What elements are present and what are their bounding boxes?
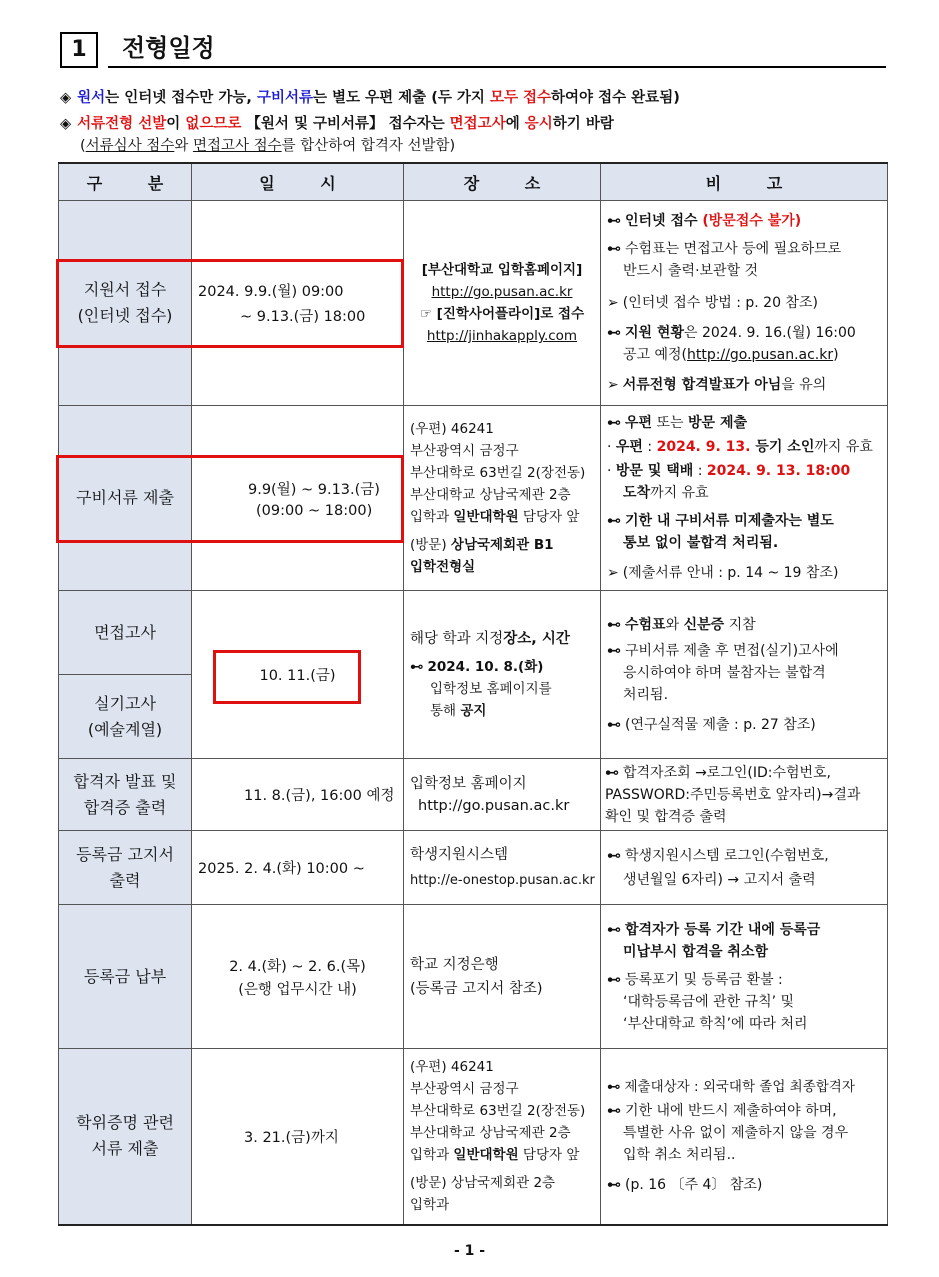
cat-result: 합격자 발표 및 합격증 출력: [59, 759, 192, 831]
remarks-payment: ⊷ 합격자가 등록 기간 내에 등록금 미납부시 합격을 취소함 ⊷ 등록포기 및 등록금 환불 : ‘대학등록금에 관한 규칙’ 및 ‘부산대학교 학칙’에 따라 처리: [601, 905, 888, 1049]
table-row: [59, 759, 888, 831]
place-interview: 해당 학과 지정장소, 시간 ⊷ 2024. 10. 8.(화) 입학정보 홈페이지를 통해 공지: [404, 591, 601, 759]
date-documents: 9.9(월) ~ 9.13.(금) (09:00 ~ 18:00): [192, 406, 404, 591]
table-row: [59, 905, 888, 1049]
table-row: [59, 591, 888, 675]
header-category: 구 분: [59, 163, 192, 201]
cat-application: 지원서 접수 (인터넷 접수): [59, 201, 192, 406]
remarks-degree: ⊷ 제출대상자 : 외국대학 졸업 최종합격자 ⊷ 기한 내에 반드시 제출하여야 하며, 특별한 사유 없이 제출하지 않을 경우 입학 취소 처리됨.. ⊷ (p. 16 〔주 4〕 참조): [601, 1049, 888, 1225]
table-row: [59, 831, 888, 905]
place-application: [부산대학교 입학홈페이지] http://go.pusan.ac.kr ☞ [진학사어플라이]로 접수 http://jinhakapply.com: [404, 201, 601, 406]
place-result: 입학정보 홈페이지 http://go.pusan.ac.kr: [404, 759, 601, 831]
remarks-application: ⊷ 인터넷 접수 (방문접수 불가) ⊷ 수험표는 면접고사 등에 필요하므로 반드시 출력·보관할 것 ➢ (인터넷 접수 방법 : p. 20 참조) ⊷ 지원 현황은 2024. 9. 16.(월) 16:00 공고 예정(http://go.pusan.ac.kr) ➢ 서류전형 합격발표가 아님을 유의: [601, 201, 888, 406]
cat-practical: 실기고사 (예술계열): [59, 675, 192, 759]
diamond-bullet-icon: ◈: [60, 90, 72, 106]
result-link[interactable]: http://go.pusan.ac.kr: [418, 797, 570, 814]
section-title: 전형일정: [122, 34, 215, 62]
remarks-result: ⊷ 합격자조회 →로그인(ID:수험번호, PASSWORD:주민등록번호 앞자리)→결과 확인 및 합격증 출력: [601, 759, 888, 831]
cat-interview: 면접고사: [59, 591, 192, 675]
cat-bill: 등록금 고지서 출력: [59, 831, 192, 905]
table-row: [59, 1049, 888, 1225]
highlight-documents: [56, 455, 404, 543]
place-degree: (우편) 46241 부산광역시 금정구 부산대학로 63번길 2(장전동) 부산대학교 상남국제관 2층 입학과 일반대학원 담당자 앞 (방문) 상남국제회관 2층 입학과: [404, 1049, 601, 1225]
onestop-link[interactable]: http://e-onestop.pusan.ac.kr: [410, 872, 595, 888]
place-documents: (우편) 46241 부산광역시 금정구 부산대학로 63번길 2(장전동) 부산대학교 상남국제관 2층 입학과 일반대학원 담당자 앞 (방문) 상남국제회관 B1 입학전형실: [404, 406, 601, 591]
header-remarks: 비 고: [601, 163, 888, 201]
remarks-interview: ⊷ 수험표와 신분증 지참 ⊷ 구비서류 제출 후 면접(실기)고사에 응시하여야 하며 불참자는 불합격 처리됨. ⊷ (연구실적물 제출 : p. 27 참조): [601, 591, 888, 759]
title-rule: [108, 66, 886, 68]
place-bill: 학생지원시스템 http://e-onestop.pusan.ac.kr: [404, 831, 601, 905]
date-payment: 2. 4.(화) ~ 2. 6.(목) (은행 업무시간 내): [192, 905, 404, 1049]
notice-link[interactable]: http://go.pusan.ac.kr: [687, 347, 834, 363]
date-interview: 10. 11.(금): [192, 591, 404, 759]
remarks-bill: ⊷ 학생지원시스템 로그인(수험번호, 생년월일 6자리) → 고지서 출력: [601, 831, 888, 905]
date-application: 2024. 9.9.(월) 09:00 ~ 9.13.(금) 18:00: [192, 201, 404, 406]
date-bill: 2025. 2. 4.(화) 10:00 ~: [192, 831, 404, 905]
note-application: ◈ 원서는 인터넷 접수만 가능, 구비서류는 별도 우편 제출 (두 가지 모두 접수하여야 접수 완료됨): [60, 90, 680, 106]
page-number: - 1 -: [453, 1243, 486, 1259]
homepage-link[interactable]: http://go.pusan.ac.kr: [431, 284, 573, 300]
date-result: 11. 8.(금), 16:00 예정: [192, 759, 404, 831]
section-header: [60, 30, 886, 70]
section-number: 1: [60, 32, 98, 68]
note-scoring: (서류심사 점수와 면접고사 점수를 합산하여 합격자 선발함): [80, 138, 456, 154]
highlight-interview-date: [213, 650, 361, 704]
cat-payment: 등록금 납부: [59, 905, 192, 1049]
highlight-application: [56, 259, 404, 348]
cat-documents: 구비서류 제출: [59, 406, 192, 591]
diamond-bullet-icon: ◈: [60, 116, 72, 132]
date-degree: 3. 21.(금)까지: [192, 1049, 404, 1225]
jinhakapply-link[interactable]: http://jinhakapply.com: [426, 328, 578, 344]
note-interview: ◈ 서류전형 선발이 없으므로 【원서 및 구비서류】 접수자는 면접고사에 응시하기 바람: [60, 116, 614, 132]
cat-degree: 학위증명 관련 서류 제출: [59, 1049, 192, 1225]
place-payment: 학교 지정은행 (등록금 고지서 참조): [404, 905, 601, 1049]
header-place: 장 소: [404, 163, 601, 201]
table-header-row: [59, 163, 888, 201]
remarks-documents: ⊷ 우편 또는 방문 제출 · 우편 : 2024. 9. 13. 등기 소인까지 유효 · 방문 및 택배 : 2024. 9. 13. 18:00 도착까지 유효 ⊷ 기한 내 구비서류 미제출자는 별도 통보 없이 불합격 처리됨. ➢ (제출서류 안내 : p. 14 ~ 19 참조): [601, 406, 888, 591]
header-datetime: 일 시: [192, 163, 404, 201]
